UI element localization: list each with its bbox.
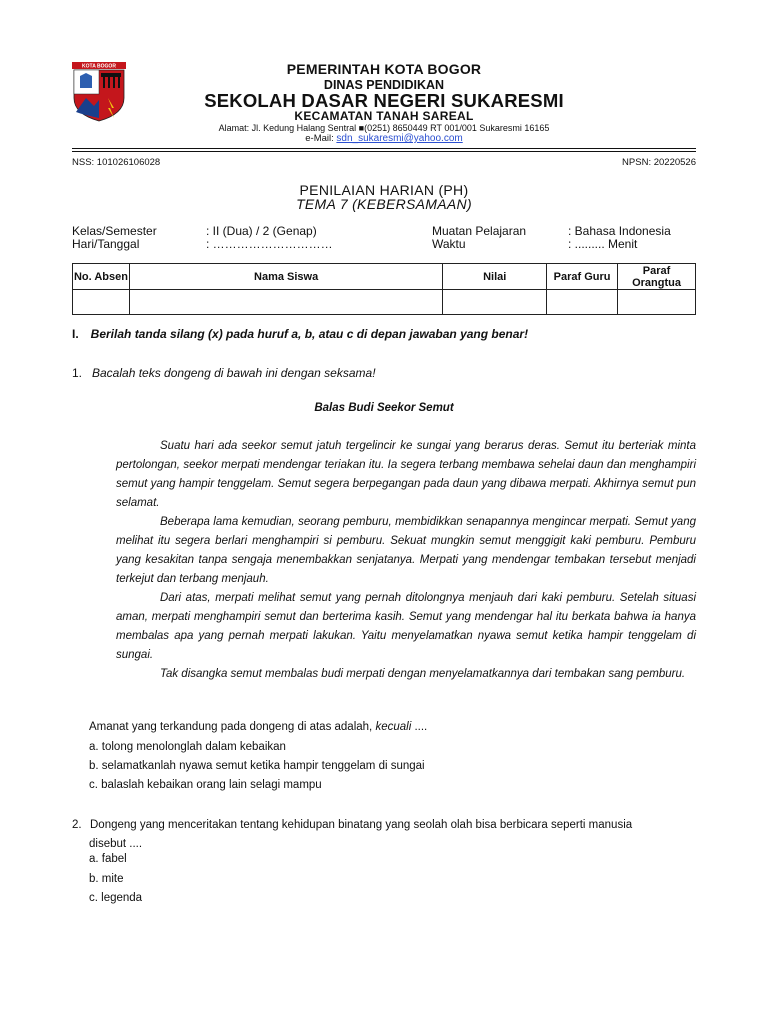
svg-text:KOTA BOGOR: KOTA BOGOR bbox=[82, 63, 116, 70]
question-1-number: 1. bbox=[72, 366, 83, 380]
header-divider-thin bbox=[72, 151, 696, 152]
question-1-option-a[interactable]: a. tolong menolonglah dalam kebaikan bbox=[89, 741, 286, 753]
story-title: Balas Budi Seekor Semut bbox=[314, 402, 454, 414]
cell-no-absen[interactable] bbox=[73, 290, 130, 315]
instruction-text: Berilah tanda silang (x) pada huruf a, b, atau c di depan jawaban yang benar! bbox=[90, 327, 529, 341]
kelas-label: Kelas/Semester bbox=[72, 224, 157, 238]
story-paragraph: Tak disangka semut membalas budi merpati dengan menyelamatkannya dari tembakan sang pemburu. bbox=[160, 668, 686, 680]
cell-nilai[interactable] bbox=[443, 290, 547, 315]
question-1-option-b[interactable]: b. selamatkanlah nyawa semut ketika hampir tenggelam di sungai bbox=[89, 760, 425, 772]
nss-number: NSS: 101026106028 bbox=[72, 157, 161, 168]
header-no-absen: No. Absen bbox=[73, 264, 130, 290]
question-2-option-b[interactable]: b. mite bbox=[89, 873, 124, 885]
story-paragraph: Beberapa lama kemudian, seorang pemburu, membidikkan senapannya mengincar merpati. Semut yang melihat itu segera berlari menghampiri si pemburu. Sekuat mungkin semut menggigit kaki pemburu. Pemburu yang kesakitan tanpa sengaja menembakkan senjatanya. Merpati yang mendengar tembakan tersebut menjadi terkejut dan terbang menjauh. bbox=[116, 516, 696, 585]
section-instruction bbox=[72, 327, 528, 341]
score-table-header bbox=[73, 264, 696, 290]
kelas-value: : II (Dua) / 2 (Genap) bbox=[206, 224, 317, 238]
email-line bbox=[0, 133, 768, 144]
question-2-text: Dongeng yang menceritakan tentang kehidupan binatang yang seolah olah bisa berbicara seperti manusia bbox=[90, 819, 633, 831]
hari-label: Hari/Tanggal bbox=[72, 237, 140, 251]
cell-paraf-orangtua[interactable] bbox=[618, 290, 696, 315]
email-link[interactable]: sdn_sukaresmi@yahoo.com bbox=[336, 133, 463, 144]
question-emphasis: kecuali bbox=[375, 721, 412, 733]
story-paragraph: Suatu hari ada seekor semut jatuh tergelincir ke sungai yang berarus deras. Semut itu berteriak minta pertolongan, seekor merpati mendengar teriakan itu. Ia segera terbang membawa sehelai daun dan menghampiri semut yang hampir tenggelam. Semut segera berpegangan pada daun yang dibawa merpati. Akhirnya semut pun selamat. bbox=[116, 440, 696, 509]
section-number: I. bbox=[72, 327, 79, 341]
header-paraf-guru: Paraf Guru bbox=[547, 264, 618, 290]
district-name: KECAMATAN TANAH SAREAL bbox=[294, 109, 474, 123]
theme-title: TEMA 7 (KEBERSAMAAN) bbox=[296, 196, 472, 212]
question-1-prompt bbox=[72, 366, 376, 380]
header-divider-thick bbox=[72, 148, 696, 149]
story-paragraph: Dari atas, merpati melihat semut yang pernah ditolongnya menjauh dari kaki pemburu. Setelah situasi aman, merpati menghampiri semut dan berterima kasih. Semut yang mendengar hal itu berkata bahwa ia hanya membalas apa yang pernah merpati lakukan. Yaitu menyelamatkan nyawa semut ketika hampir tenggelam di sungai. bbox=[116, 592, 696, 661]
question-2-number: 2. bbox=[72, 819, 82, 831]
school-name: SEKOLAH DASAR NEGERI SUKARESMI bbox=[204, 90, 564, 111]
cell-nama-siswa[interactable] bbox=[129, 290, 442, 315]
question-1-option-c[interactable]: c. balaslah kebaikan orang lain selagi mampu bbox=[89, 779, 322, 791]
question-prefix: Amanat yang terkandung pada dongeng di atas adalah, bbox=[89, 721, 376, 733]
question-1-question bbox=[89, 721, 427, 733]
question-2-text-continued: disebut .... bbox=[89, 838, 143, 850]
header-nilai: Nilai bbox=[443, 264, 547, 290]
muatan-label: Muatan Pelajaran bbox=[432, 224, 527, 238]
header-paraf-orangtua: Paraf Orangtua bbox=[618, 264, 696, 290]
question-suffix: .... bbox=[411, 721, 428, 733]
question-1-text: Bacalah teks dongeng di bawah ini dengan seksama! bbox=[92, 366, 376, 380]
waktu-label: Waktu bbox=[432, 237, 466, 251]
email-label: e-Mail: bbox=[305, 133, 334, 144]
hari-value: : ………………………… bbox=[206, 237, 333, 251]
header-nama-siswa: Nama Siswa bbox=[129, 264, 442, 290]
department-name: DINAS PENDIDIKAN bbox=[323, 78, 445, 92]
government-name: PEMERINTAH KOTA BOGOR bbox=[286, 61, 482, 77]
question-2-option-c[interactable]: c. legenda bbox=[89, 892, 143, 904]
school-address: Alamat: Jl. Kedung Halang Sentral ■(0251) 8650449 RT 001/001 Sukaresmi 16165 bbox=[218, 123, 550, 133]
question-2-prompt bbox=[72, 816, 696, 854]
score-table bbox=[72, 263, 696, 315]
score-table-row bbox=[73, 290, 696, 315]
cell-paraf-guru[interactable] bbox=[547, 290, 618, 315]
assessment-title: PENILAIAN HARIAN (PH) bbox=[299, 182, 469, 198]
question-2-option-a[interactable]: a. fabel bbox=[89, 853, 127, 865]
muatan-value: : Bahasa Indonesia bbox=[568, 224, 671, 238]
npsn-number: NPSN: 20220526 bbox=[622, 157, 696, 168]
waktu-value: : ......... Menit bbox=[568, 237, 638, 251]
